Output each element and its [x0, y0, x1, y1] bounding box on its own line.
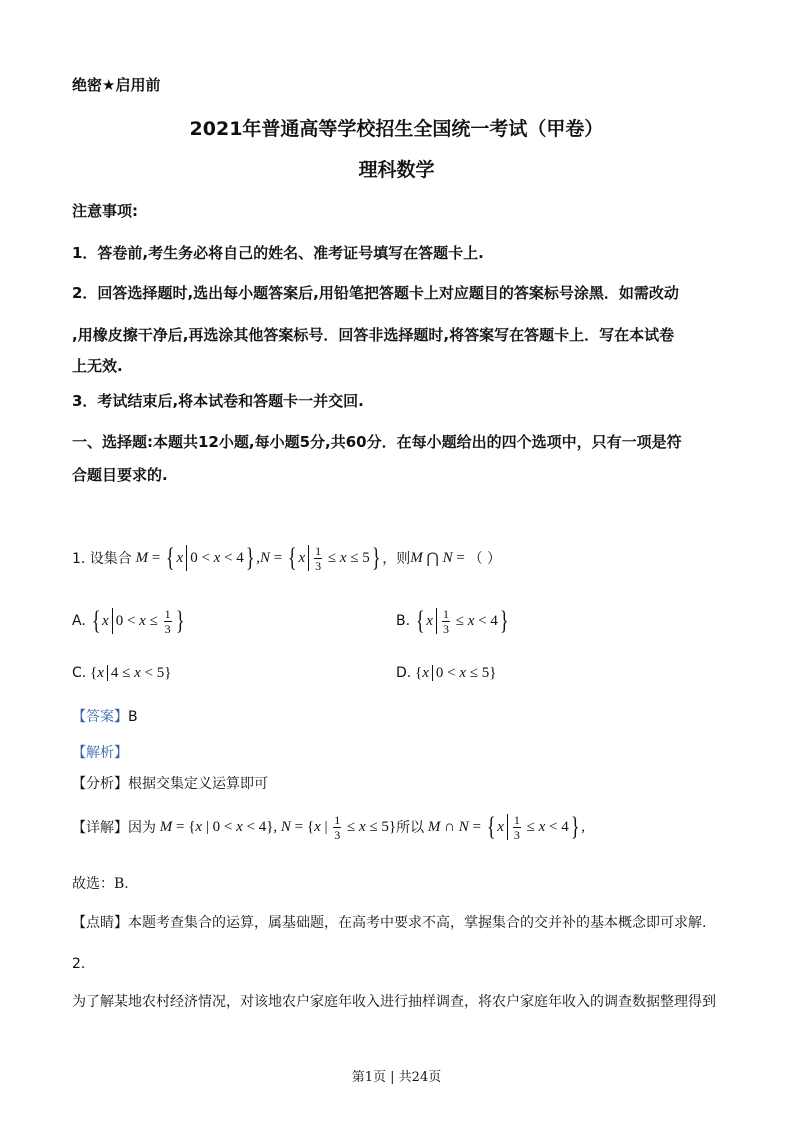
- option-d-expression: { x 0 < x ≤ 5}: [411, 664, 497, 681]
- notice-item-2-line-2: ,用橡皮擦干净后,再选涂其他答案标号．回答非选择题时,将答案写在答题卡上．写在本试卷: [72, 326, 675, 344]
- detail-sets: M = { x | 0 < x < 4}, N = { x | $\frac{1}{3}$ ≤ x ≤ 5}: [159, 812, 397, 842]
- question-1-blank: （ ）: [468, 551, 502, 567]
- detail-because: 因为: [128, 820, 156, 836]
- option-a-expression: { x 0 < x ≤ $\frac{1}{3}$ }: [91, 606, 185, 636]
- subject-title: 理科数学: [358, 159, 435, 181]
- fenxi-text: 根据交集定义运算即可: [128, 776, 268, 792]
- comment-tag: 【点睛】: [72, 915, 128, 931]
- analysis-tag: 【解析】: [72, 745, 128, 761]
- question-1-stem: [72, 540, 501, 576]
- notice-item-2-line-1: 2．回答选择题时,选出每小题答案后,用铅笔把答题卡上对应题目的答案标号涂黑．如需改动: [72, 284, 679, 302]
- option-c-label: C.: [72, 665, 87, 681]
- answer-line: [72, 706, 138, 726]
- question-1-intersection: M ⋂ N =: [410, 549, 469, 567]
- fenxi-tag: 【分析】: [72, 776, 128, 792]
- notice-item-1: 1．答卷前,考生务必将自己的姓名、准考证号填写在答题卡上.: [72, 244, 484, 262]
- question-2-text: 为了解某地农村经济情况，对该地农户家庭年收入进行抽样调查，将农户家庭年收入的调查数据整理得到: [72, 994, 716, 1010]
- detail-result: M ∩ N = { x $\frac{1}{3}$ ≤ x < 4 } ,: [427, 812, 585, 842]
- section-1-line-1: 一、选择题:本题共12小题,每小题5分,共60分．在每小题给出的四个选项中，只有一项是符: [72, 433, 682, 451]
- section-1-line-2: 合题目要求的.: [72, 466, 168, 484]
- notice-heading: 注意事项:: [72, 202, 138, 220]
- notice-item-2-line-3: 上无效.: [72, 357, 123, 375]
- conclusion: 故选：B.: [72, 876, 129, 892]
- detail-tag: 【详解】: [72, 820, 128, 836]
- option-c-expression: { x 4 ≤ x < 5}: [86, 664, 172, 681]
- fenxi-line: [72, 773, 268, 793]
- question-1-suffix: ，则: [382, 551, 411, 567]
- option-c: [72, 660, 171, 686]
- answer-value: B: [128, 709, 138, 725]
- secret-label: 绝密★启用前: [72, 76, 161, 94]
- option-b-expression: { x $\frac{1}{3}$ ≤ x < 4 }: [415, 606, 509, 636]
- option-d-label: D.: [396, 665, 412, 681]
- detail-line: [72, 808, 585, 846]
- question-1-prefix: 1. 设集合: [72, 551, 132, 567]
- option-a: [72, 603, 186, 639]
- question-1-set-m: M = { x 0 < x < 4 } , N = { x $\frac{1}{3}$ ≤ x ≤ 5 }: [131, 543, 381, 573]
- notice-item-3: 3．考试结束后,将本试卷和答题卡一并交回.: [72, 392, 364, 410]
- comment-text: 本题考查集合的运算，属基础题，在高考中要求不高，掌握集合的交并补的基本概念即可求解.: [128, 915, 707, 931]
- option-d: [396, 660, 496, 686]
- comment-line: [72, 912, 706, 932]
- option-b: [396, 603, 510, 639]
- option-a-label: A.: [72, 613, 86, 629]
- answer-tag: 【答案】: [72, 709, 128, 725]
- detail-so: 所以: [396, 820, 425, 836]
- option-b-label: B.: [396, 613, 411, 629]
- exam-title: 2021年普通高等学校招生全国统一考试（甲卷）: [189, 118, 604, 140]
- question-2-number: 2.: [72, 956, 86, 972]
- page-footer: 第1页 | 共24页: [351, 1070, 442, 1085]
